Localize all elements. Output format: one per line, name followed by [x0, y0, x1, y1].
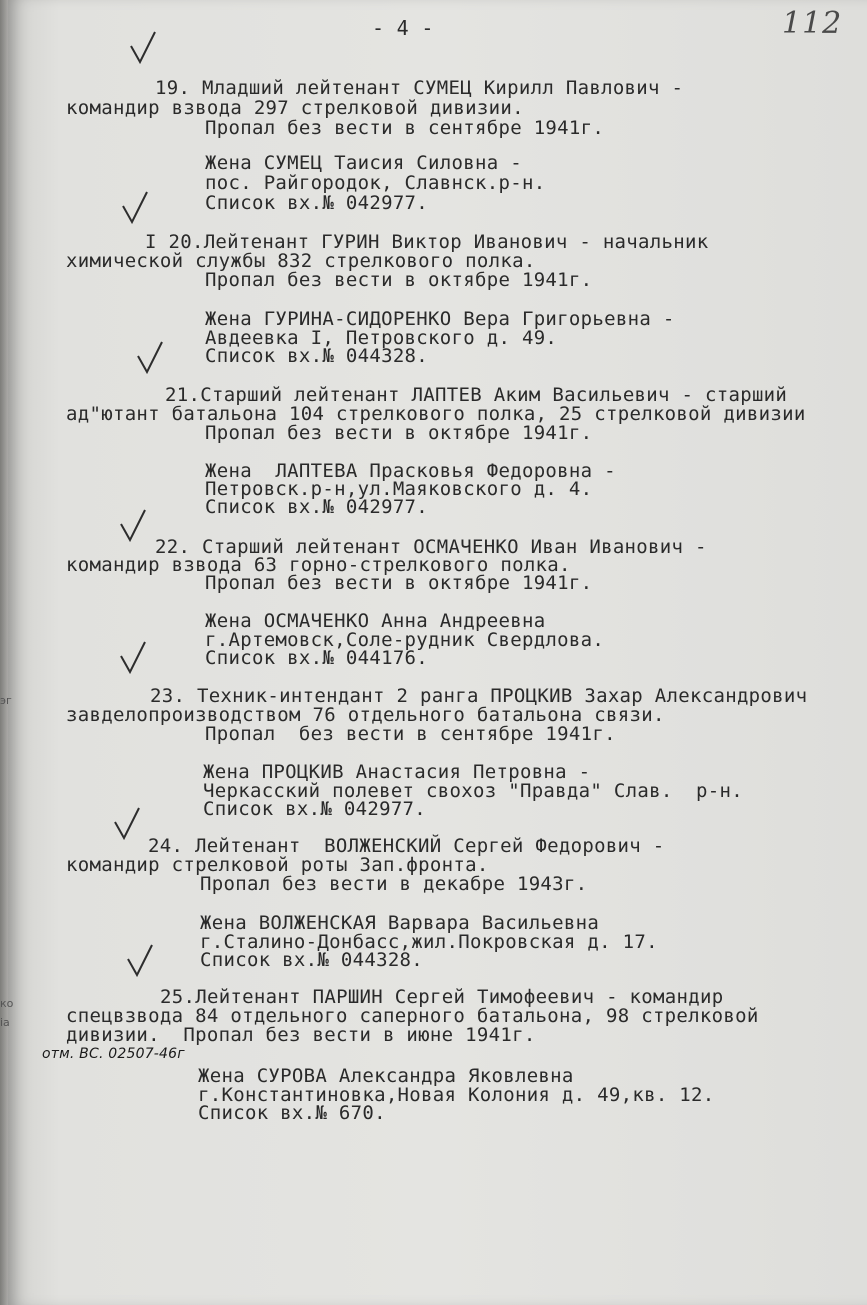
archive-page-number: 112 [782, 6, 843, 41]
entry-24-family-3: Список вх.№ 044328. [200, 949, 424, 971]
entry-24-line-3: Пропал без вести в декабре 1943г. [200, 873, 588, 895]
check-mark-icon [118, 640, 148, 674]
entry-20-line-2: химической службы 832 стрелкового полка. [66, 250, 536, 272]
entry-21-line-2: ад"ютант батальона 104 стрелкового полка, 25 стрелковой дивизии [66, 403, 806, 425]
entry-21-family-2: Петровск.р-н,ул.Маяковского д. 4. [205, 478, 593, 500]
page-number: - 4 - [372, 16, 434, 40]
entry-23-family-1: Жена ПРОЦКИВ Анастасия Петровна - [203, 761, 591, 783]
check-mark-icon [118, 508, 148, 542]
check-mark-icon [125, 943, 155, 977]
entry-25-family-3: Список вх.№ 670. [198, 1102, 386, 1124]
entry-23-line-1: 23. Техник-интендант 2 ранга ПРОЦКИВ Захар Александрович [150, 685, 808, 707]
entry-24-family-2: г.Сталино-Донбасс,жил.Покровская д. 17. [200, 931, 658, 953]
entry-25-line-3: дивизии. Пропал без вести в июне 1941г. [66, 1024, 536, 1046]
entry-22-family-1: Жена ОСМАЧЕНКО Анна Андреевна [205, 610, 546, 632]
handwritten-note: отм. ВС. 02507-46г [42, 1046, 185, 1062]
entry-20-line-3: Пропал без вести в октябре 1941г. [205, 269, 593, 291]
entry-19-line-3: Пропал без вести в сентябре 1941г. [205, 117, 605, 139]
entry-21-family-3: Список вх.№ 042977. [205, 496, 429, 518]
entry-19-family-1: Жена СУМЕЦ Таисия Силовна - [205, 152, 522, 174]
entry-25-family-2: г.Константиновка,Новая Колония д. 49,кв. 12. [198, 1084, 715, 1106]
entry-24-line-1: 24. Лейтенант ВОЛЖЕНСКИЙ Сергей Федорович - [148, 835, 665, 857]
entry-25-line-2: спецвзвода 84 отдельного саперного батальона, 98 стрелковой [66, 1005, 759, 1027]
entry-22-family-3: Список вх.№ 044176. [205, 647, 429, 669]
entry-24-line-2: командир стрелковой роты Зап.фронта. [66, 854, 489, 876]
entry-23-line-2: завделопроизводством 76 отдельного батальона связи. [66, 704, 665, 726]
check-mark-icon [120, 190, 150, 224]
entry-22-family-2: г.Артемовск,Соле-рудник Свердлова. [205, 629, 605, 651]
entry-25-line-1: 25.Лейтенант ПАРШИН Сергей Тимофеевич - командир [160, 986, 724, 1008]
entry-25-family-1: Жена СУРОВА Александра Яковлевна [198, 1065, 574, 1087]
entry-21-line-3: Пропал без вести в октябре 1941г. [205, 422, 593, 444]
entry-19-family-2: пос. Райгородок, Славнск.р-н. [205, 172, 546, 194]
check-mark-icon [128, 30, 158, 64]
check-mark-icon [135, 340, 165, 374]
entry-24-family-1: Жена ВОЛЖЕНСКАЯ Варвара Васильевна [200, 912, 600, 934]
page-binding-edge [0, 0, 8, 1305]
check-mark-icon [112, 806, 142, 840]
entry-23-line-3: Пропал без вести в сентябре 1941г. [205, 723, 616, 745]
entry-19-line-1: 19. Младший лейтенант СУМЕЦ Кирилл Павлович - [155, 77, 684, 99]
entry-21-line-1: 21.Старший лейтенант ЛАПТЕВ Аким Васильевич - старший [165, 384, 788, 406]
margin-fragment: ко [0, 997, 14, 1010]
entry-23-family-2: Черкасский полевет свохоз "Правда" Слав. р-н. [203, 780, 743, 802]
entry-22-line-2: командир взвода 63 горно-стрелкового полка. [66, 554, 571, 576]
entry-21-family-1: Жена ЛАПТЕВА Прасковья Федоровна - [205, 460, 616, 482]
entry-19-line-2: командир взвода 297 стрелковой дивизии. [66, 97, 524, 119]
entry-20-family-2: Авдеевка I, Петровского д. 49. [205, 327, 558, 349]
entry-19-family-3: Список вх.№ 042977. [205, 192, 429, 214]
margin-fragment: эг [0, 694, 12, 707]
entry-22-line-1: 22. Старший лейтенант ОСМАЧЕНКО Иван Иванович - [155, 536, 707, 558]
entry-23-family-3: Список вх.№ 042977. [203, 798, 427, 820]
entry-22-line-3: Пропал без вести в октябре 1941г. [205, 572, 593, 594]
entry-20-family-1: Жена ГУРИНА-СИДОРЕНКО Вера Григорьевна - [205, 308, 675, 330]
margin-fragment: ia [0, 1016, 10, 1029]
entry-20-line-1: I 20.Лейтенант ГУРИН Виктор Иванович - начальник [145, 231, 709, 253]
entry-20-family-3: Список вх.№ 044328. [205, 345, 429, 367]
